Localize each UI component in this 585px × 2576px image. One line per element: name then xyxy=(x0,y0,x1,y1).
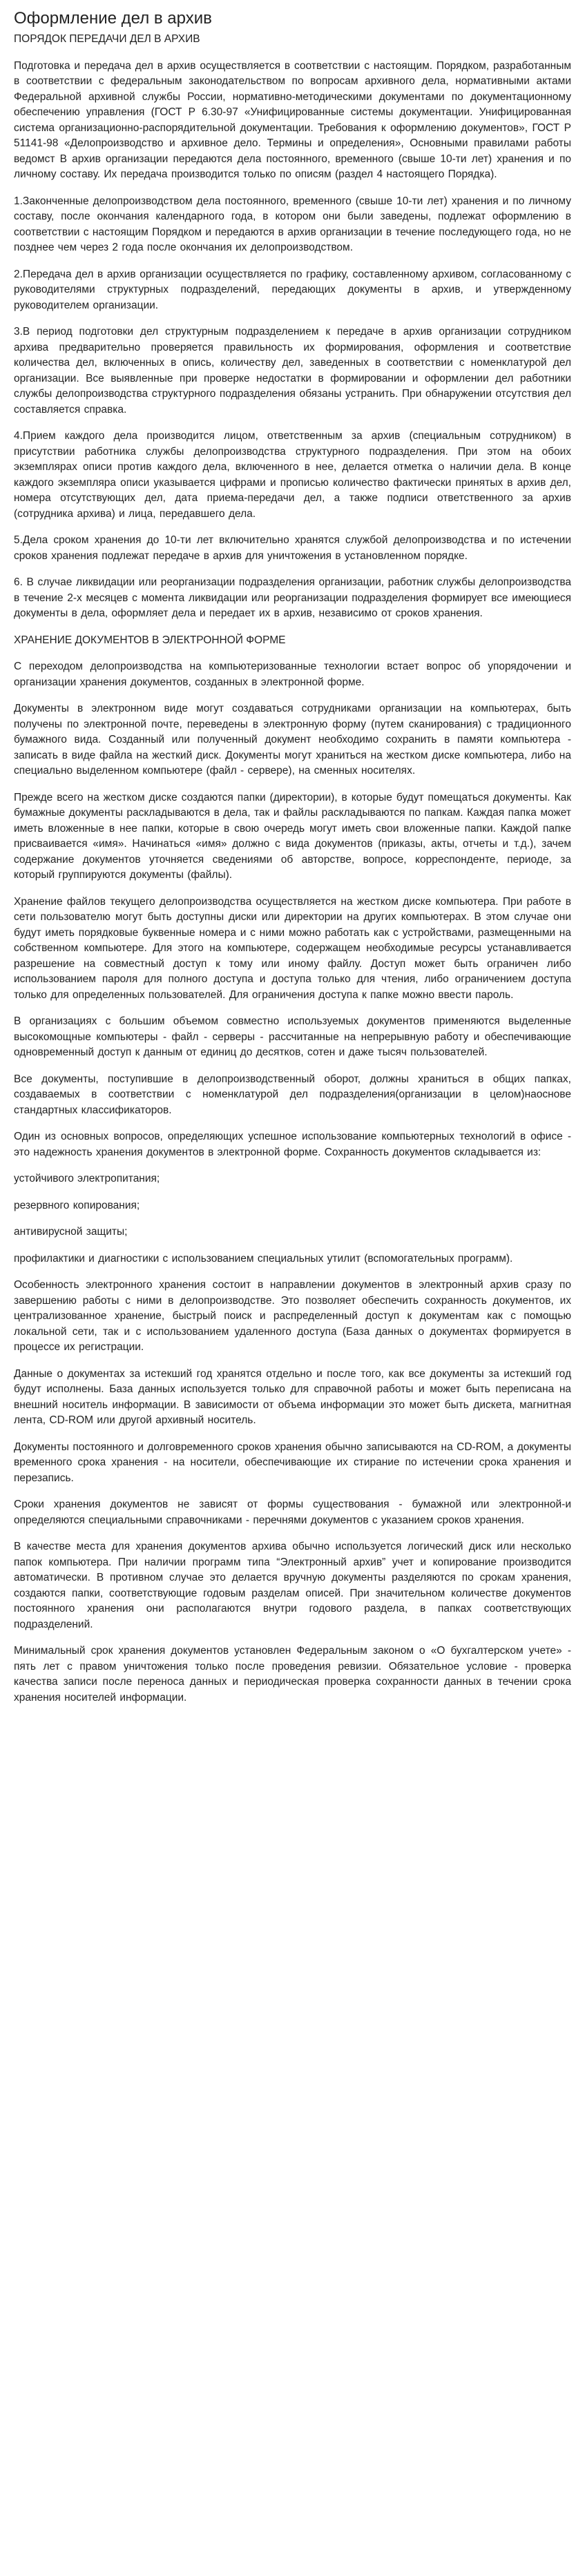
paragraph: В организациях с большим объемом совместно используемых документов применяются выделенные высокомощные компьютеры - файл - серверы - рассчитанные на непрерывную работу и обеспечивающие одновременный доступ к данным от единиц до десятков, сотен и даже тысяч пользователей. xyxy=(14,1015,571,1058)
paragraph: С переходом делопроизводства на компьютеризованные технологии встает вопрос об упорядочении и организации хранения документов, созданных в электронной форме. xyxy=(14,661,571,688)
paragraph: 1.Законченные делопроизводством дела постоянного, временного (свыше 10-ти лет) хранения и по личному составу, после окончания календарного года, в котором они были заведены, подлежат оформлению в соответствии с настоящим Порядком и передаются в архив организации в течение последующего года, но не позднее чем через 2 года после окончания их делопроизводством. xyxy=(14,195,571,253)
paragraph: Данные о документах за истекший год хранятся отдельно и после того, как все документы за истекший год будут исполнены. База данных используется только для справочной работы и может быть переписана на внешний носитель информации. В зависимости от объема информации это может быть дискета, магнитная лента, CD-ROM или другой архивный носитель. xyxy=(14,1367,571,1426)
paragraph: устойчивого электропитания; xyxy=(14,1173,160,1184)
section-heading-electronic-storage: ХРАНЕНИЕ ДОКУМЕНТОВ В ЭЛЕКТРОННОЙ ФОРМЕ xyxy=(14,634,286,646)
paragraph: антивирусной защиты; xyxy=(14,1226,128,1238)
paragraph: Минимальный срок хранения документов установлен Федеральным законом о «О бухгалтерском учете» - пять лет с правом уничтожения только после проведения ревизии. Обязательное условие - проверка качества записи после переноса данных и периодическая проверка сохранности данных в течении срока хранения носителей информации. xyxy=(14,1645,571,1704)
paragraph: Все документы, поступившие в делопроизводственный оборот, должны храниться в общих папках, создаваемых в соответствии с номенклатурой дел подразделения(организации в целом)наоснове стандартных классификаторов. xyxy=(14,1073,571,1116)
paragraph: резервного копирования; xyxy=(14,1199,140,1211)
paragraph: 3.В период подготовки дел структурным подразделением к передаче в архив организации сотрудником архива предварительно проверяется правильность их формирования, оформления и соответствие количества дел, включенных в опись, количеству дел, заведенных в соответствии с номенклатурой дел организации. Все выявленные при проверке недостатки в формировании и оформлении дел работники службы делопроизводства структурного подразделения обязаны устранить. При обнаружении отсутствия дел составляется справка. xyxy=(14,326,571,416)
page-title: Оформление дел в архив xyxy=(14,9,212,28)
paragraph: Прежде всего на жестком диске создаются папки (директории), в которые будут помещаться документы. Как бумажные документы раскладываются в дела, так и файлы раскладываются по папкам. Каждая папка может иметь вложенные в нее папки, которые в свою очередь могут иметь свои вложенные папки. Каждой папке присваивается «имя». Начинаться «имя» должно с вида документов (приказы, акты, отчеты и т.д.), зачем содержание документов уточняется сведениями об авторстве, вопросе, корреспонденте, периоде, за который группируются документы (файлы). xyxy=(14,791,571,881)
paragraph: Сроки хранения документов не зависят от формы существования - бумажной или электронной-и определяются специальными справочниками - перечнями документов с указанием сроков хранения. xyxy=(14,1499,571,1526)
section-electronic-storage-body xyxy=(14,659,571,1706)
paragraph: профилактики и диагностики с использованием специальных утилит (вспомогательных программ). xyxy=(14,1252,513,1265)
section-transfer xyxy=(14,32,571,622)
section-electronic-storage xyxy=(14,633,571,1706)
paragraph: 5.Дела сроком хранения до 10-ти лет включительно хранятся службой делопроизводства и по истечении сроков хранения подлежат передаче в архив для уничтожения в установленном порядке. xyxy=(14,534,571,562)
paragraph: Подготовка и передача дел в архив осуществляется в соответствии с настоящим. Порядком, разработанным в соответствии с федеральным законодательством по вопросам архивного дела, нормативными актами Федеральной архивной службы России, нормативно-методическими документами по документационному обеспечению управления (ГОСТ Р 6.30-97 «Унифицированные системы документации. Унифицированная система организационно-распорядительной документации. Требования к оформлению документов», ГОСТ Р 51141-98 «Делопроизводство и архивное дело. Термины и определения», Основными правилами работы ведомст В архив организации передаются дела постоянного, временного (свыше 10-ти лет) хранения и по личному составу. Их передача производится только по описям (раздел 4 настоящего Порядка). xyxy=(14,59,571,180)
paragraph: 4.Прием каждого дела производится лицом, ответственным за архив (специальным сотрудником) в присутствии работника службы делопроизводства структурного подразделения. При этом на обоих экземплярах описи против каждого дела, включенного в нее, делается отметка о наличии дела. В конце каждого экземпляра описи указывается цифрами и прописью количество фактически принятых в архив дел, номера отсутствующих дел, дата приема-передачи дел, а также подписи ответственного за архив (сотрудника архива) и лица, передавшего дела. xyxy=(14,430,571,520)
paragraph: 2.Передача дел в архив организации осуществляется по графику, составленному архивом, согласованному с руководителями структурных подразделений, передающих документы в архив, и утвержденному руководителем организации. xyxy=(14,268,571,311)
section-heading-transfer: ПОРЯДОК ПЕРЕДАЧИ ДЕЛ В АРХИВ xyxy=(14,33,200,45)
paragraph: В качестве места для хранения документов архива обычно используется логический диск или несколько папок компьютера. При наличии программ типа “Электронный архив” учет и копирование производится автоматически. В противном случае это делается вручную документы разделяются по срокам хранения, создаются папки, соответствующие годовым разделам описей. При значительном количестве документов постоянного хранения они располагаются внутри годового раздела, в папках соответствующих подразделений. xyxy=(14,1541,571,1630)
paragraph: Один из основных вопросов, определяющих успешное использование компьютерных технологий в офисе - это надежность хранения документов в электронной форме. Сохранность документов складывается из: xyxy=(14,1131,571,1158)
paragraph: Документы постоянного и долговременного сроков хранения обычно записываются на CD-ROM, а документы временного срока хранения - на носители, обеспечивающие их стирание по истечении срока хранения и перезапись. xyxy=(14,1441,571,1484)
paragraph: 6. В случае ликвидации или реорганизации подразделения организации, работник службы делопроизводства в течение 2-х месяцев с момента ликвидации или реорганизации подразделения формирует все имеющиеся документы в дела, оформляет дела и передает их в архив, независимо от сроков хранения. xyxy=(14,576,571,619)
section-transfer-body xyxy=(14,59,571,622)
paragraph: Особенность электронного хранения состоит в направлении документов в электронный архив сразу по завершению работы с ними в делопроизводстве. Это позволяет обеспечить сохранность документов, их централизованное хранение, быстрый поиск и распределенный доступ к документам как с помощью локальной сети, так и с использованием удаленного доступа (База данных о документах формируется в процессе их регистрации. xyxy=(14,1279,571,1353)
paragraph: Хранение файлов текущего делопроизводства осуществляется на жестком диске компьютера. При работе в сети пользователю могут быть доступны диски или директории на других компьютерах. В этом случае они будут иметь порядковые буквенные номера и с ними можно работать как с устройствами, размещенными на собственном компьютере. Для этого на компьютере, содержащем необходимые ресурсы устанавливается разрешение на совместный доступ к тому или иному файлу. Доступ может быть ограничен либо использованием пароля для полного доступа и доступа только для чтения, либо ограничением доступа только для определенных пользователей. Для ограничения доступа к папке можно ввести пароль. xyxy=(14,895,571,1001)
paragraph: Документы в электронном виде могут создаваться сотрудниками организации на компьютерах, быть получены по электронной почте, переведены в электронную форму (путем сканирования) с традиционного бумажного вида. Созданный или полученный документ необходимо сохранить в памяти компьютера - записать в виде файла на жесткий диск. Документы могут храниться на жестком диске компьютера, либо на специально выделенном компьютере (файл - сервере), на сменных носителях. xyxy=(14,703,571,777)
